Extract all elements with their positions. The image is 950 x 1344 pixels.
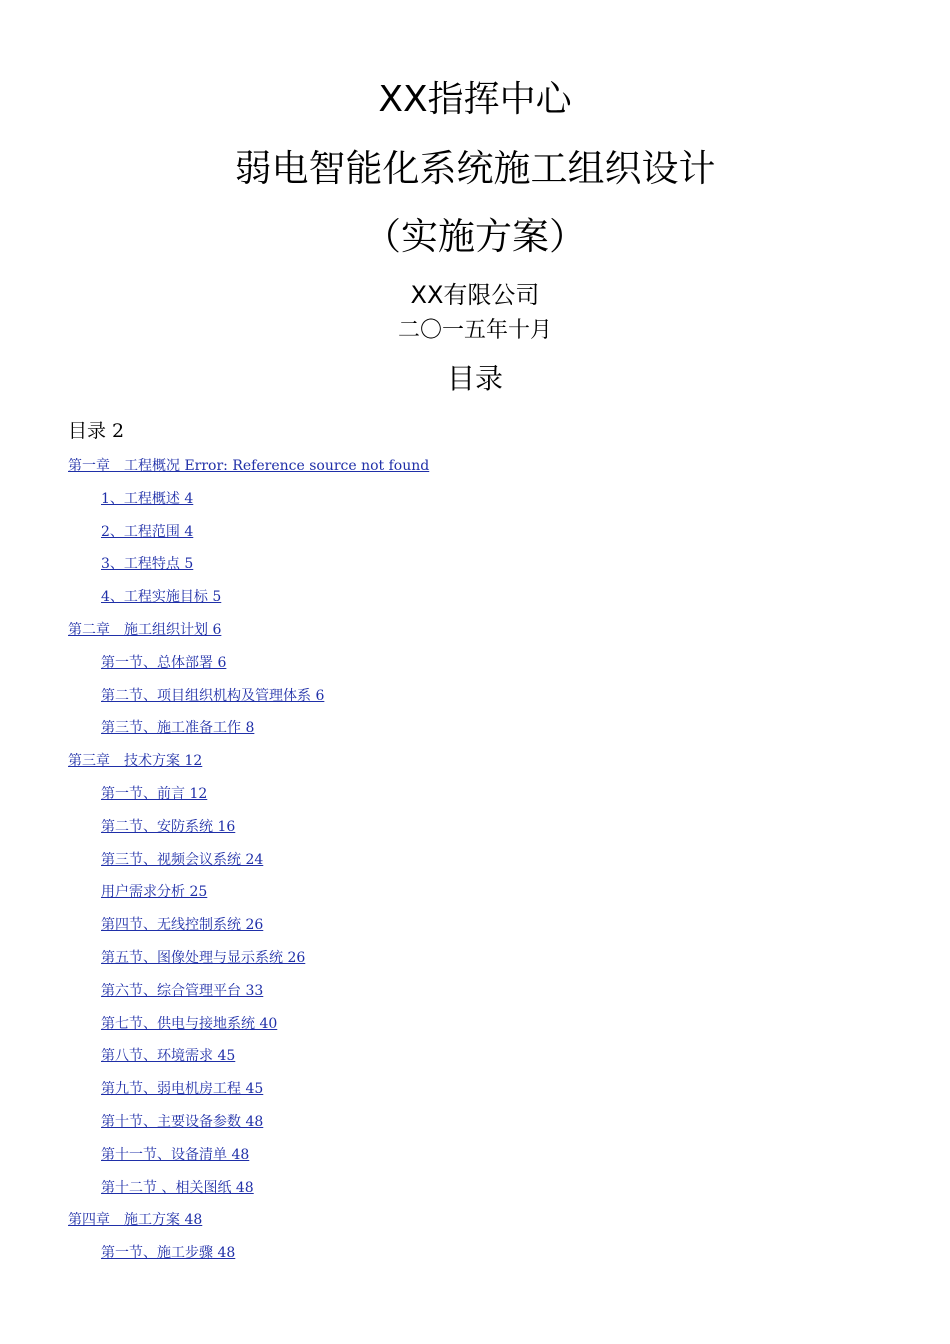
toc-section-item (0, 684, 950, 717)
toc-link[interactable]: 4、工程实施目标 5 (101, 589, 222, 606)
toc-section-item (0, 651, 950, 684)
toc-link[interactable]: 第八节、环境需求 45 (101, 1048, 236, 1065)
toc-chapter-item (0, 749, 950, 782)
toc-link[interactable]: 第四节、无线控制系统 26 (101, 917, 264, 934)
toc-link[interactable]: 用户需求分析 25 (101, 884, 208, 901)
toc-link[interactable]: 第六节、综合管理平台 33 (101, 982, 264, 999)
toc-section-item (0, 815, 950, 848)
toc-section-item (0, 716, 950, 749)
toc-section-item (0, 1176, 950, 1209)
toc-section-item (0, 1044, 950, 1077)
toc-section-item (0, 913, 950, 946)
table-of-contents (0, 454, 950, 1274)
toc-link[interactable]: 第二节、项目组织机构及管理体系 6 (101, 687, 325, 704)
toc-section-item (0, 1143, 950, 1176)
toc-link[interactable]: 第三章 技术方案 12 (68, 753, 203, 770)
toc-section-item (0, 848, 950, 881)
toc-section-item (0, 880, 950, 913)
toc-section-item (0, 552, 950, 585)
toc-link[interactable]: 第十一节、设备清单 48 (101, 1146, 250, 1163)
toc-link[interactable]: 第十节、主要设备参数 48 (101, 1113, 264, 1130)
toc-link[interactable]: 第七节、供电与接地系统 40 (101, 1015, 278, 1032)
contents-title: 目录 (446, 362, 503, 395)
toc-link[interactable]: 第九节、弱电机房工程 45 (101, 1081, 264, 1098)
toc-section-item (0, 1077, 950, 1110)
toc-section-item (0, 520, 950, 553)
toc-link[interactable]: 第一节、施工步骤 48 (101, 1245, 236, 1262)
toc-link[interactable]: 第一节、前言 12 (101, 785, 208, 802)
document-subtitle: 弱电智能化系统施工组织设计 (234, 147, 716, 190)
document-subtitle-note: （实施方案） (364, 215, 586, 258)
toc-link[interactable]: 3、工程特点 5 (101, 556, 194, 573)
toc-section-item (0, 1241, 950, 1274)
toc-section-item (0, 782, 950, 815)
document-date: 二〇一五年十月 (397, 318, 552, 343)
toc-link[interactable]: 1、工程概述 4 (101, 490, 194, 507)
toc-chapter-item (0, 454, 950, 487)
company-name: XX有限公司 (410, 281, 540, 309)
toc-link[interactable]: 第三节、施工准备工作 8 (101, 720, 255, 737)
toc-section-item (0, 585, 950, 618)
toc-section-item (0, 1012, 950, 1045)
toc-link[interactable]: 第一节、总体部署 6 (101, 654, 227, 671)
toc-link[interactable]: 2、工程范围 4 (101, 523, 194, 540)
toc-link[interactable]: 第三节、视频会议系统 24 (101, 851, 264, 868)
toc-section-item (0, 979, 950, 1012)
toc-link[interactable]: 第二章 施工组织计划 6 (68, 621, 222, 638)
toc-section-item (0, 487, 950, 520)
toc-link[interactable]: 第二节、安防系统 16 (101, 818, 236, 835)
toc-link[interactable]: 第四章 施工方案 48 (68, 1212, 203, 1229)
toc-chapter-item (0, 618, 950, 651)
toc-link[interactable]: 第十二节 、相关图纸 48 (101, 1179, 254, 1196)
toc-section-item (0, 946, 950, 979)
toc-heading: 目录 2 (68, 420, 125, 442)
toc-link[interactable]: 第五节、图像处理与显示系统 26 (101, 949, 306, 966)
toc-chapter-item (0, 1208, 950, 1241)
toc-section-item (0, 1110, 950, 1143)
document-title: XX指挥中心 (378, 79, 572, 120)
toc-link[interactable]: 第一章 工程概况 Error: Reference source not found (68, 458, 430, 474)
